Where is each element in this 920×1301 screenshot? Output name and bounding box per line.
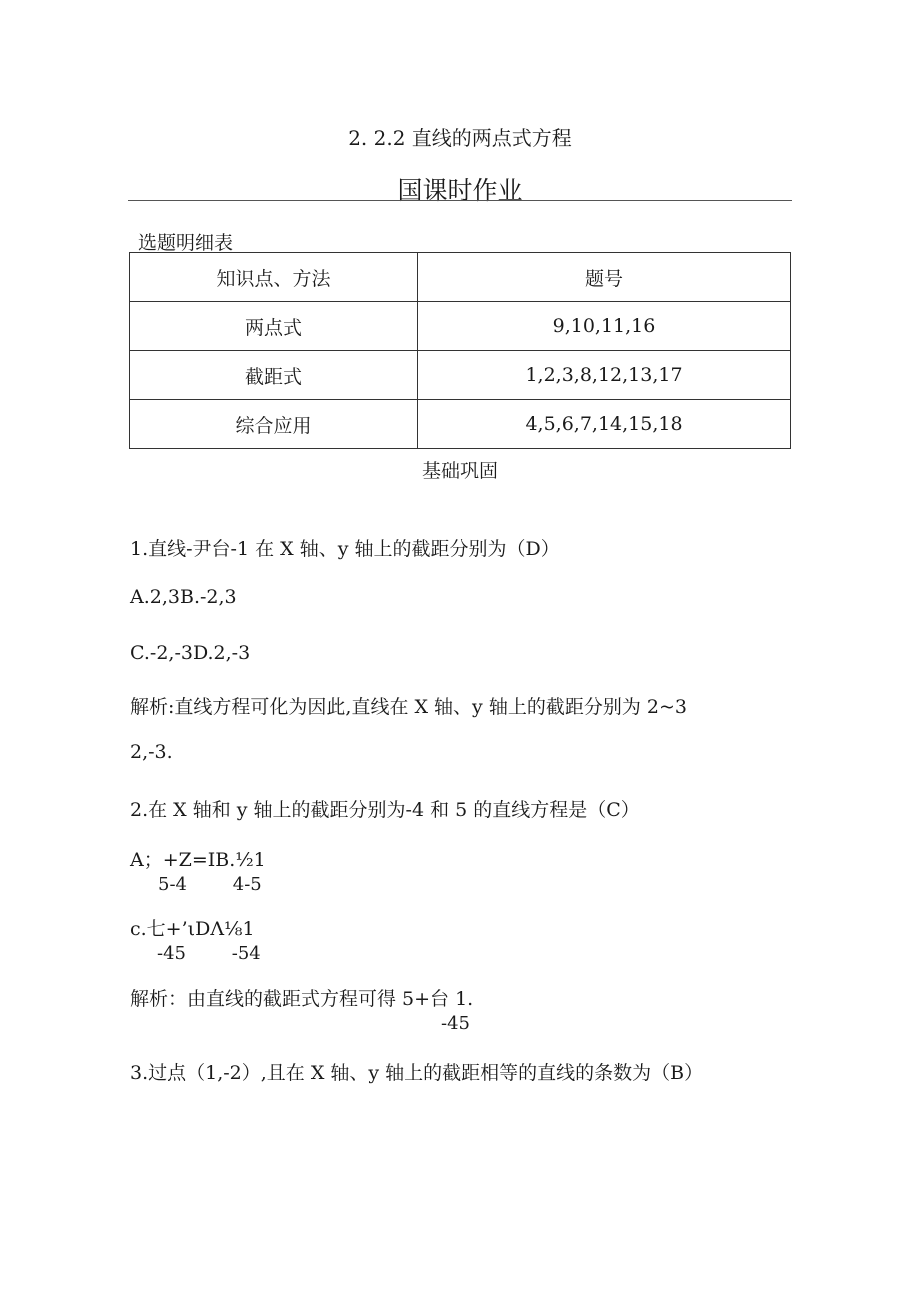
q1-stem: 1.直线-尹台-1 在 X 轴、y 轴上的截距分别为（D） [130, 538, 560, 560]
table-header-topic: 知识点、方法 [130, 253, 418, 302]
table-caption: 选题明细表 [138, 232, 234, 254]
table-cell-numbers: 4,5,6,7,14,15,18 [418, 400, 791, 449]
q1-analysis-cont: 2,-3. [130, 741, 173, 763]
q2-options-ab: A；+Z=IB.½1 [130, 849, 266, 871]
page-subtitle: 2. 2.2 直线的两点式方程 [348, 126, 572, 150]
table-row [130, 351, 791, 400]
q2-analysis-sub: -45 [441, 1013, 470, 1034]
table-cell-numbers: 9,10,11,16 [418, 302, 791, 351]
table-header-row [130, 253, 791, 302]
table-cell-topic: 综合应用 [130, 400, 418, 449]
q3-stem: 3.过点（1,-2）,且在 X 轴、y 轴上的截距相等的直线的条数为（B） [130, 1062, 704, 1084]
table-cell-topic: 两点式 [130, 302, 418, 351]
q2-analysis: 解析：由直线的截距式方程可得 5+台 1. [130, 988, 474, 1010]
table-row [130, 400, 791, 449]
table-header-numbers: 题号 [418, 253, 791, 302]
q2-options-cd-sub: -45 -54 [157, 943, 261, 964]
table-cell-topic: 截距式 [130, 351, 418, 400]
q2-stem: 2.在 X 轴和 y 轴上的截距分别为-4 和 5 的直线方程是（C） [130, 799, 640, 821]
q1-options-ab: A.2,3B.-2,3 [130, 586, 237, 608]
q2-options-ab-sub: 5-4 4-5 [158, 874, 262, 895]
title-divider [128, 200, 792, 201]
question-detail-table [129, 252, 791, 449]
page-title: 国课时作业 [397, 176, 523, 205]
table-row [130, 302, 791, 351]
q1-options-cd: C.-2,-3D.2,-3 [130, 642, 251, 664]
q1-analysis: 解析:直线方程可化为因此,直线在 X 轴、y 轴上的截距分别为 2~3 [130, 696, 687, 718]
section-heading: 基础巩固 [421, 460, 498, 482]
table-cell-numbers: 1,2,3,8,12,13,17 [418, 351, 791, 400]
q2-options-cd: c.七+’ιDΛ⅛1 [130, 918, 255, 940]
